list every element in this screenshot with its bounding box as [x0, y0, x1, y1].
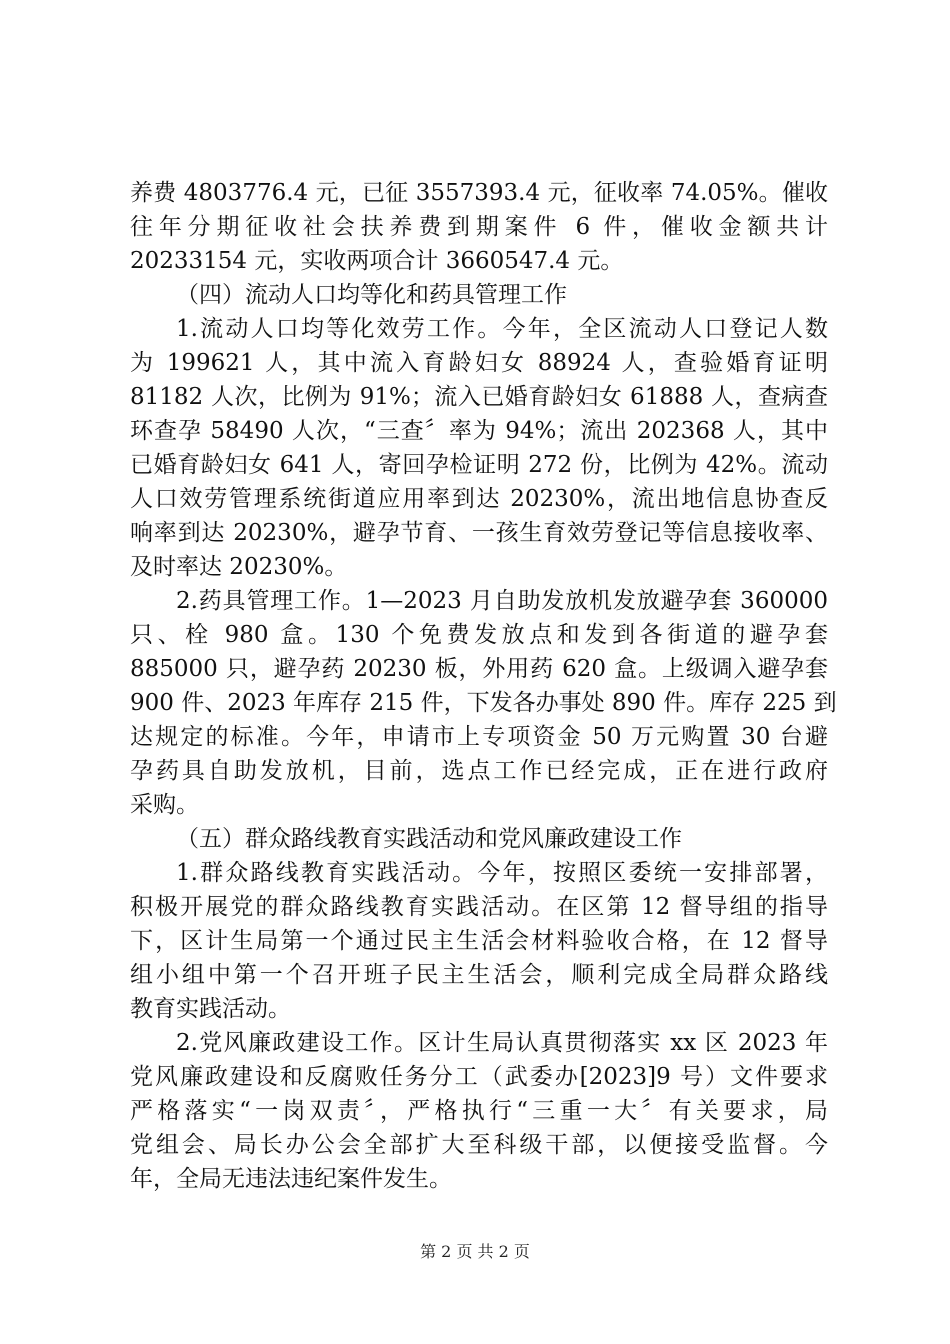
text-line: 组小组中第一个召开班子民主生活会，顺利完成全局群众路线	[130, 962, 828, 988]
text-line: 2.药具管理工作。1—2023 月自助发放机发放避孕套 360000	[176, 588, 828, 614]
text-line: 只、栓 980 盒。130 个免费发放点和发到各街道的避孕套	[130, 622, 828, 648]
text-line: 往年分期征收社会扶养费到期案件 6 件，催收金额共计	[130, 214, 828, 240]
text-line: 严格落实“一岗双责〞，严格执行“三重一大〞有关要求，局	[130, 1098, 828, 1124]
text-line: 1.流动人口均等化效劳工作。今年，全区流动人口登记人数	[176, 316, 828, 342]
text-line: 及时率达 20230%。	[130, 554, 348, 580]
text-line: 积极开展党的群众路线教育实践活动。在区第 12 督导组的指导	[130, 894, 828, 920]
text-line: 为 199621 人，其中流入育龄妇女 88924 人，查验婚育证明	[130, 350, 828, 376]
section-heading: （四）流动人口均等化和药具管理工作	[176, 282, 567, 308]
text-line: 900 件、2023 年库存 215 件，下发各办事处 890 件。库存 225 到	[130, 690, 837, 716]
text-line: 采购。	[130, 792, 199, 818]
section-heading: （五）群众路线教育实践活动和党风廉政建设工作	[176, 826, 682, 852]
text-line: 养费 4803776.4 元，已征 3557393.4 元，征收率 74.05%。催收	[130, 180, 828, 206]
text-line: 教育实践活动。	[130, 996, 291, 1022]
text-line: 年，全局无违法违纪案件发生。	[130, 1166, 452, 1192]
page-footer: 第 2 页 共 2 页	[420, 1242, 530, 1261]
text-line: 人口效劳管理系统街道应用率到达 20230%，流出地信息协查反	[130, 486, 828, 512]
text-line: 885000 只，避孕药 20230 板，外用药 620 盒。上级调入避孕套	[130, 656, 828, 682]
text-line: 81182 人次，比例为 91%；流入已婚育龄妇女 61888 人，查病查	[130, 384, 828, 410]
text-line: 已婚育龄妇女 641 人，寄回孕检证明 272 份，比例为 42%。流动	[130, 452, 828, 478]
text-line: 党组会、局长办公会全部扩大至科级干部，以便接受监督。今	[130, 1132, 828, 1158]
text-line: 下，区计生局第一个通过民主生活会材料验收合格，在 12 督导	[130, 928, 828, 954]
text-line: 2.党风廉政建设工作。区计生局认真贯彻落实 xx 区 2023 年	[176, 1030, 828, 1056]
text-line: 党风廉政建设和反腐败任务分工（武委办[2023]9 号）文件要求	[130, 1064, 828, 1090]
text-line: 环查孕 58490 人次，“三查〞率为 94%；流出 202368 人，其中	[130, 418, 828, 444]
text-line: 1.群众路线教育实践活动。今年，按照区委统一安排部署，	[176, 860, 828, 886]
text-line: 孕药具自助发放机，目前，选点工作已经完成，正在进行政府	[130, 758, 828, 784]
text-line: 达规定的标准。今年，申请市上专项资金 50 万元购置 30 台避	[130, 724, 828, 750]
document-body	[130, 176, 837, 1196]
text-line: 20233154 元，实收两项合计 3660547.4 元。	[130, 248, 624, 274]
text-line: 响率到达 20230%，避孕节育、一孩生育效劳登记等信息接收率、	[130, 520, 828, 546]
